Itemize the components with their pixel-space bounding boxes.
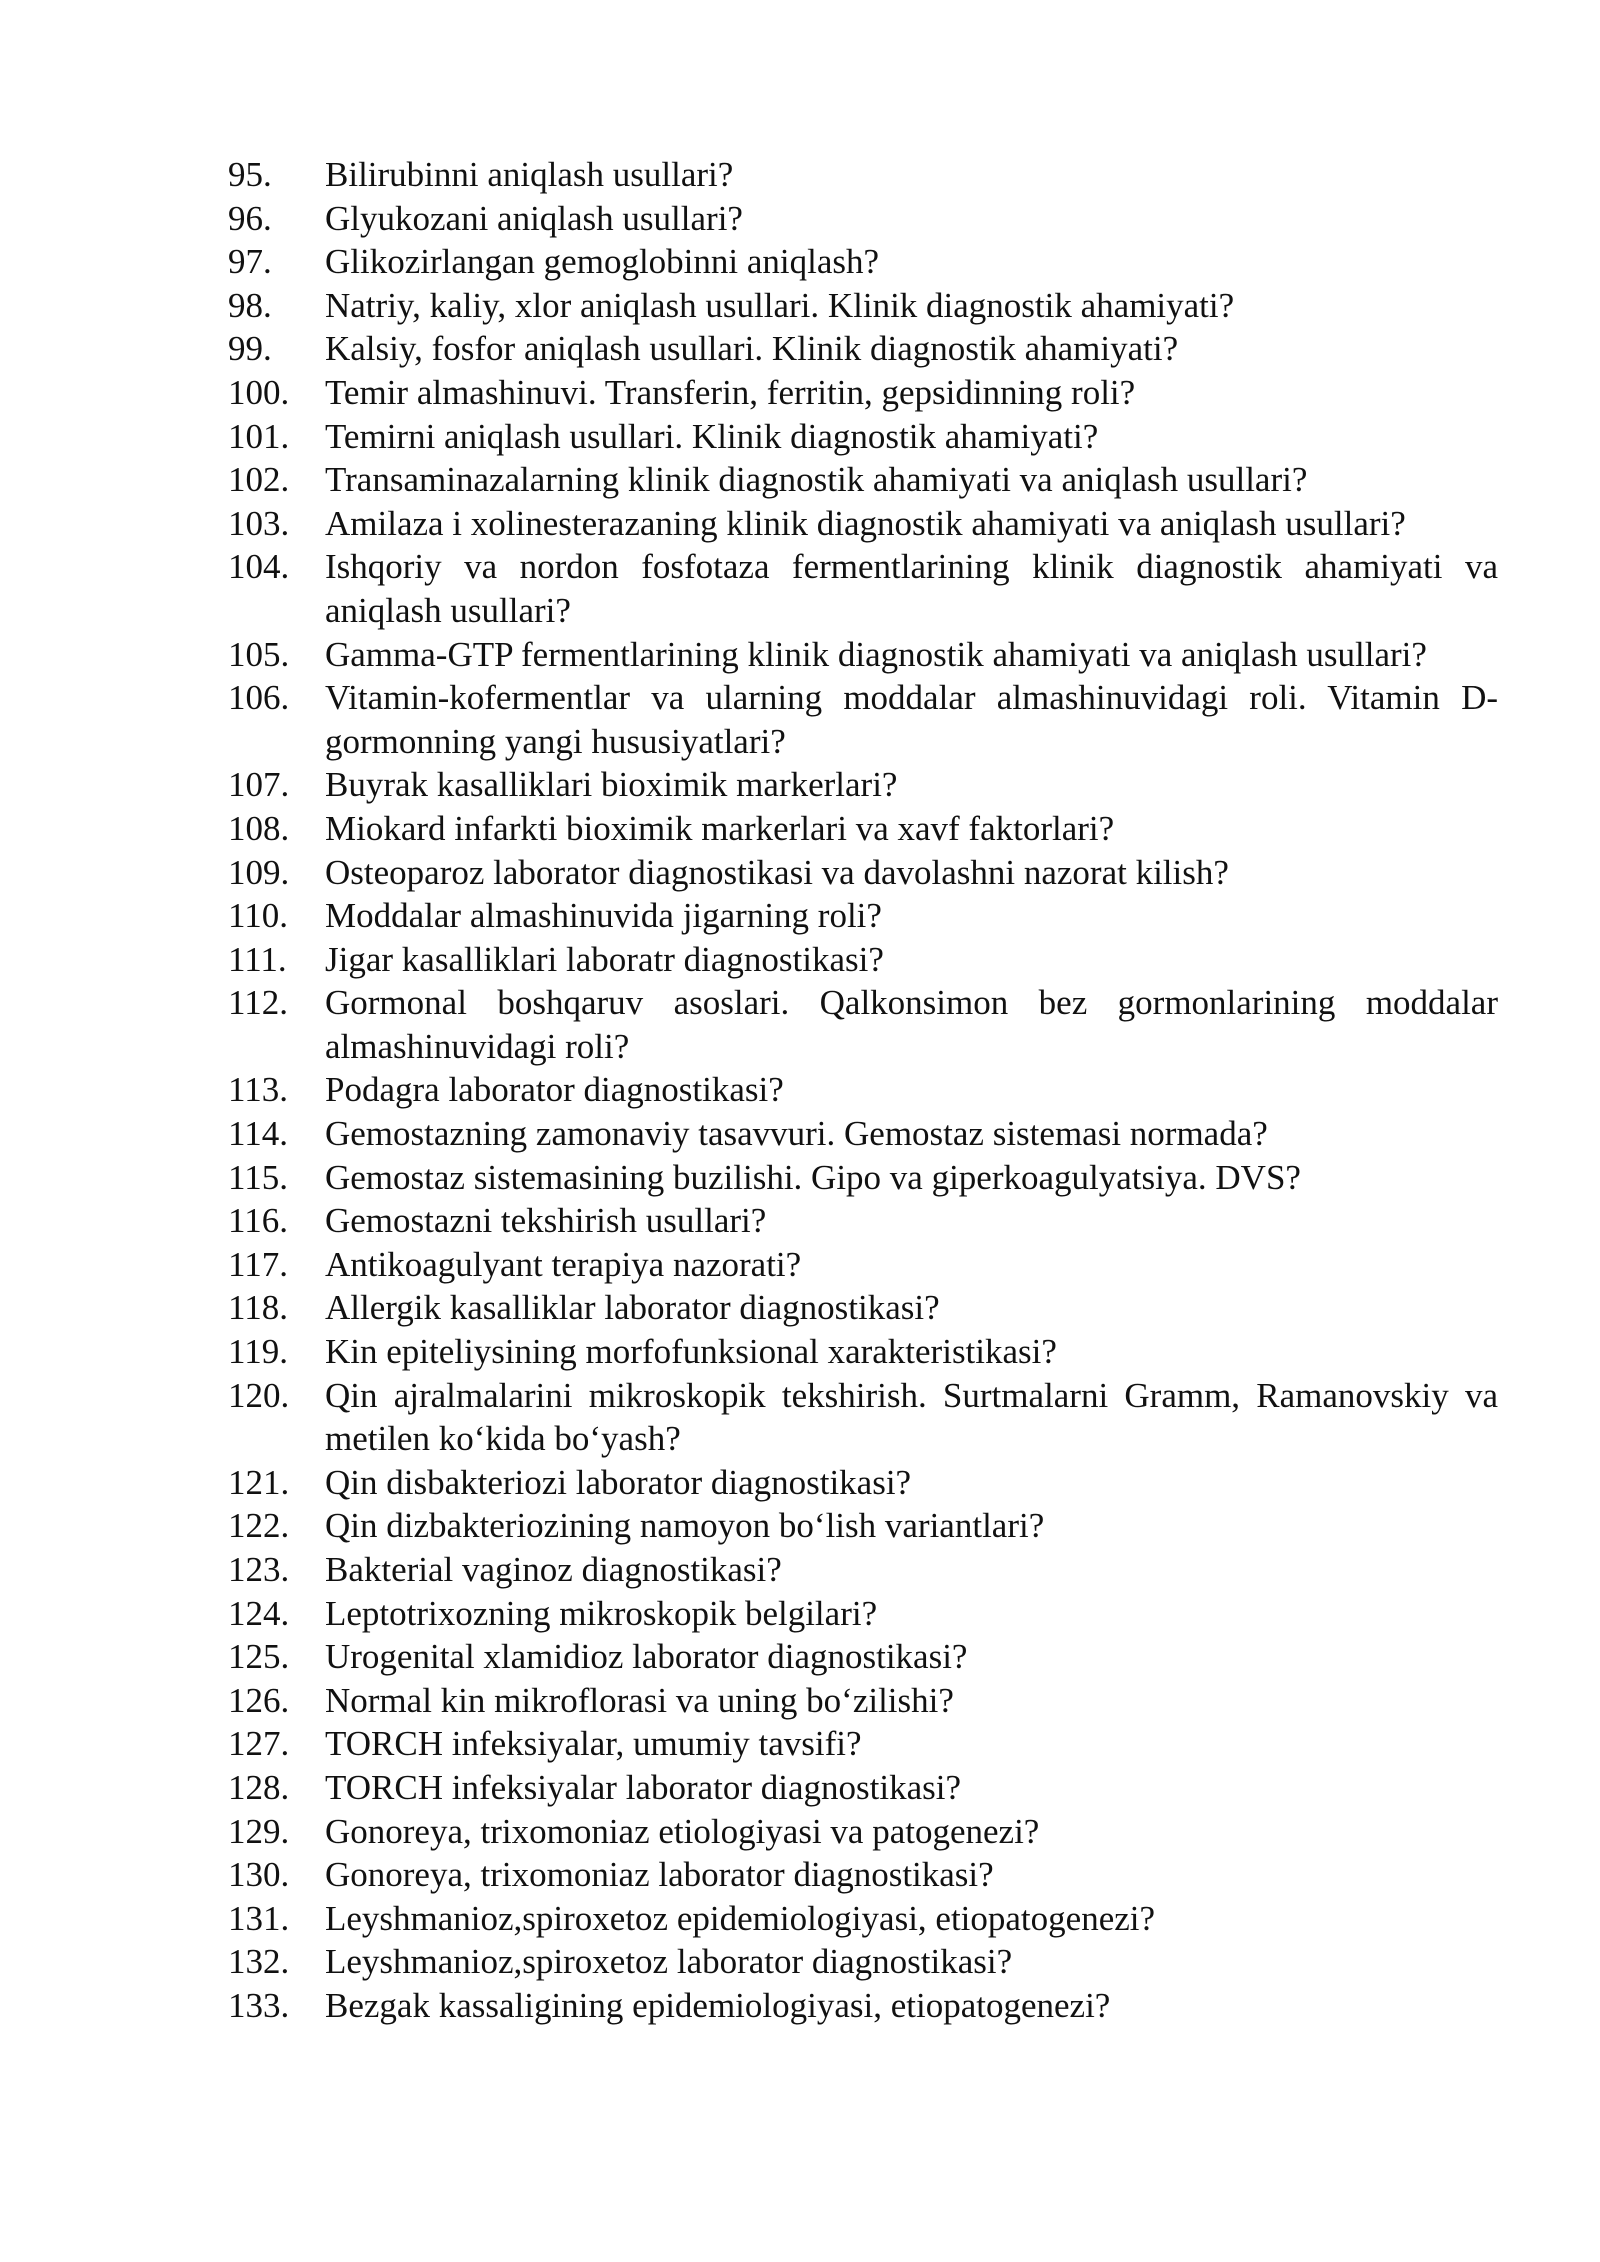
question-number: 125.	[228, 1637, 290, 1677]
question-item	[228, 1156, 1498, 1200]
question-number: 132.	[228, 1942, 290, 1982]
question-text: TORCH infeksiyalar laborator diagnostikasi?	[325, 1767, 962, 1807]
question-item	[228, 1068, 1498, 1112]
question-item	[228, 1461, 1498, 1505]
question-text: Leyshmanioz,spiroxetoz epidemiologiyasi, etiopatogenezi?	[325, 1898, 1156, 1938]
question-number: 108.	[228, 808, 290, 848]
question-text: Glyukozani aniqlash usullari?	[325, 198, 743, 238]
question-item	[228, 197, 1498, 241]
question-number: 107.	[228, 765, 290, 805]
question-item	[228, 1635, 1498, 1679]
question-text: Gonoreya, trixomoniaz laborator diagnostikasi?	[325, 1855, 994, 1895]
question-number: 102.	[228, 460, 290, 500]
question-number: 98.	[228, 285, 272, 325]
question-number: 112.	[228, 983, 288, 1023]
question-text: Leyshmanioz,spiroxetoz laborator diagnostikasi?	[325, 1942, 1013, 1982]
question-list	[228, 153, 1498, 2028]
question-text: Qin disbakteriozi laborator diagnostikasi?	[325, 1462, 912, 1502]
question-item	[228, 1722, 1498, 1766]
question-number: 105.	[228, 634, 290, 674]
question-item	[228, 851, 1498, 895]
question-text: Buyrak kasalliklari bioximik markerlari?	[325, 765, 898, 805]
question-number: 106.	[228, 678, 290, 718]
question-number: 96.	[228, 198, 272, 238]
question-text: Qin dizbakteriozining namoyon bo‘lish variantlari?	[325, 1506, 1045, 1546]
question-number: 133.	[228, 1985, 290, 2025]
question-number: 122.	[228, 1506, 290, 1546]
question-number: 100.	[228, 372, 290, 412]
question-item	[228, 1592, 1498, 1636]
question-text: Jigar kasalliklari laboratr diagnostikasi?	[325, 939, 884, 979]
question-text: TORCH infeksiyalar, umumiy tavsifi?	[325, 1724, 862, 1764]
question-number: 131.	[228, 1898, 290, 1938]
question-text: Gemostazning zamonaviy tasavvuri. Gemostaz sistemasi normada?	[325, 1114, 1268, 1154]
question-item	[228, 1199, 1498, 1243]
question-text: Transaminazalarning klinik diagnostik ahamiyati va aniqlash usullari?	[325, 460, 1308, 500]
question-item	[228, 1897, 1498, 1941]
question-text: Antikoagulyant terapiya nazorati?	[325, 1244, 802, 1284]
question-item	[228, 1984, 1498, 2028]
question-number: 104.	[228, 547, 290, 587]
question-item	[228, 240, 1498, 284]
question-item	[228, 894, 1498, 938]
question-item	[228, 1766, 1498, 1810]
question-number: 109.	[228, 852, 290, 892]
question-number: 121.	[228, 1462, 290, 1502]
question-number: 123.	[228, 1550, 290, 1589]
question-item	[228, 1330, 1498, 1374]
question-text: Natriy, kaliy, xlor aniqlash usullari. Klinik diagnostik ahamiyati?	[325, 285, 1235, 325]
question-text: Temir almashinuvi. Transferin, ferritin, gepsidinning roli?	[325, 372, 1136, 412]
question-item	[228, 545, 1498, 632]
question-item	[228, 458, 1498, 502]
question-item	[228, 415, 1498, 459]
question-text: Vitamin-kofermentlar va ularning moddalar almashinuvidagi roli. Vitamin D-gormonning yangi hususiyatlari?	[325, 678, 1498, 761]
question-text: Allergik kasalliklar laborator diagnostikasi?	[325, 1288, 940, 1328]
question-text: Gamma-GTP fermentlarining klinik diagnostik ahamiyati va aniqlash usullari?	[325, 634, 1427, 674]
question-number: 95.	[228, 155, 272, 194]
question-number: 124.	[228, 1593, 290, 1633]
question-text: Glikozirlangan gemoglobinni aniqlash?	[325, 242, 880, 282]
question-number: 117.	[228, 1244, 288, 1284]
question-item	[228, 807, 1498, 851]
question-item	[228, 1112, 1498, 1156]
question-number: 99.	[228, 329, 272, 369]
question-item	[228, 502, 1498, 546]
question-number: 103.	[228, 503, 290, 543]
question-number: 127.	[228, 1724, 290, 1764]
question-number: 118.	[228, 1288, 288, 1328]
question-number: 128.	[228, 1767, 290, 1807]
question-text: Bilirubinni aniqlash usullari?	[325, 155, 734, 194]
question-item	[228, 1286, 1498, 1330]
question-item	[228, 763, 1498, 807]
question-text: Urogenital xlamidioz laborator diagnostikasi?	[325, 1637, 968, 1677]
question-text: Kalsiy, fosfor aniqlash usullari. Klinik diagnostik ahamiyati?	[325, 329, 1179, 369]
question-text: Gemostaz sistemasining buzilishi. Gipo va giperkoagulyatsiya. DVS?	[325, 1157, 1301, 1197]
question-text: Leptotrixozning mikroskopik belgilari?	[325, 1593, 878, 1633]
question-text: Normal kin mikroflorasi va uning bo‘zilishi?	[325, 1680, 954, 1720]
question-item	[228, 1810, 1498, 1854]
question-number: 119.	[228, 1332, 288, 1372]
question-text: Gemostazni tekshirish usullari?	[325, 1201, 767, 1241]
question-number: 110.	[228, 896, 288, 936]
question-item	[228, 1374, 1498, 1461]
question-item	[228, 1679, 1498, 1723]
question-number: 120.	[228, 1375, 290, 1415]
question-text: Ishqoriy va nordon fosfotaza fermentlarining klinik diagnostik ahamiyati va aniqlash usullari?	[325, 547, 1498, 630]
question-text: Gormonal boshqaruv asoslari. Qalkonsimon bez gormonlarining moddalar almashinuvidagi roli?	[325, 983, 1498, 1066]
question-item	[228, 1940, 1498, 1984]
question-text: Moddalar almashinuvida jigarning roli?	[325, 896, 882, 936]
question-item	[228, 153, 1498, 197]
question-number: 126.	[228, 1680, 290, 1720]
question-text: Qin ajralmalarini mikroskopik tekshirish. Surtmalarni Gramm, Ramanovskiy va metilen ko‘kida bo‘yash?	[325, 1375, 1498, 1459]
question-number: 129.	[228, 1811, 290, 1851]
question-text: Kin epiteliysining morfofunksional xarakteristikasi?	[325, 1332, 1057, 1372]
question-text: Amilaza i xolinesterazaning klinik diagnostik ahamiyati va aniqlash usullari?	[325, 503, 1406, 543]
question-text: Bezgak kassaligining epidemiologiyasi, etiopatogenezi?	[325, 1985, 1111, 2025]
question-text: Gonoreya, trixomoniaz etiologiyasi va patogenezi?	[325, 1811, 1040, 1851]
question-text: Bakterial vaginoz diagnostikasi?	[325, 1550, 782, 1589]
question-item	[228, 1548, 1498, 1592]
question-item	[228, 1853, 1498, 1897]
question-number: 115.	[228, 1157, 288, 1197]
question-number: 97.	[228, 242, 272, 282]
question-item	[228, 1504, 1498, 1548]
question-number: 130.	[228, 1855, 290, 1895]
question-number: 116.	[228, 1201, 288, 1241]
question-item	[228, 284, 1498, 328]
question-item	[228, 633, 1498, 677]
question-text: Temirni aniqlash usullari. Klinik diagnostik ahamiyati?	[325, 416, 1099, 456]
question-text: Podagra laborator diagnostikasi?	[325, 1070, 784, 1110]
question-number: 111.	[228, 939, 287, 979]
question-item	[228, 327, 1498, 371]
question-text: Osteoparoz laborator diagnostikasi va davolashni nazorat kilish?	[325, 852, 1229, 892]
question-item	[228, 676, 1498, 763]
question-item	[228, 938, 1498, 982]
question-text: Miokard infarkti bioximik markerlari va xavf faktorlari?	[325, 808, 1115, 848]
question-item	[228, 981, 1498, 1068]
question-item	[228, 371, 1498, 415]
question-number: 113.	[228, 1070, 288, 1110]
question-number: 114.	[228, 1114, 288, 1154]
question-number: 101.	[228, 416, 290, 456]
question-item	[228, 1243, 1498, 1287]
